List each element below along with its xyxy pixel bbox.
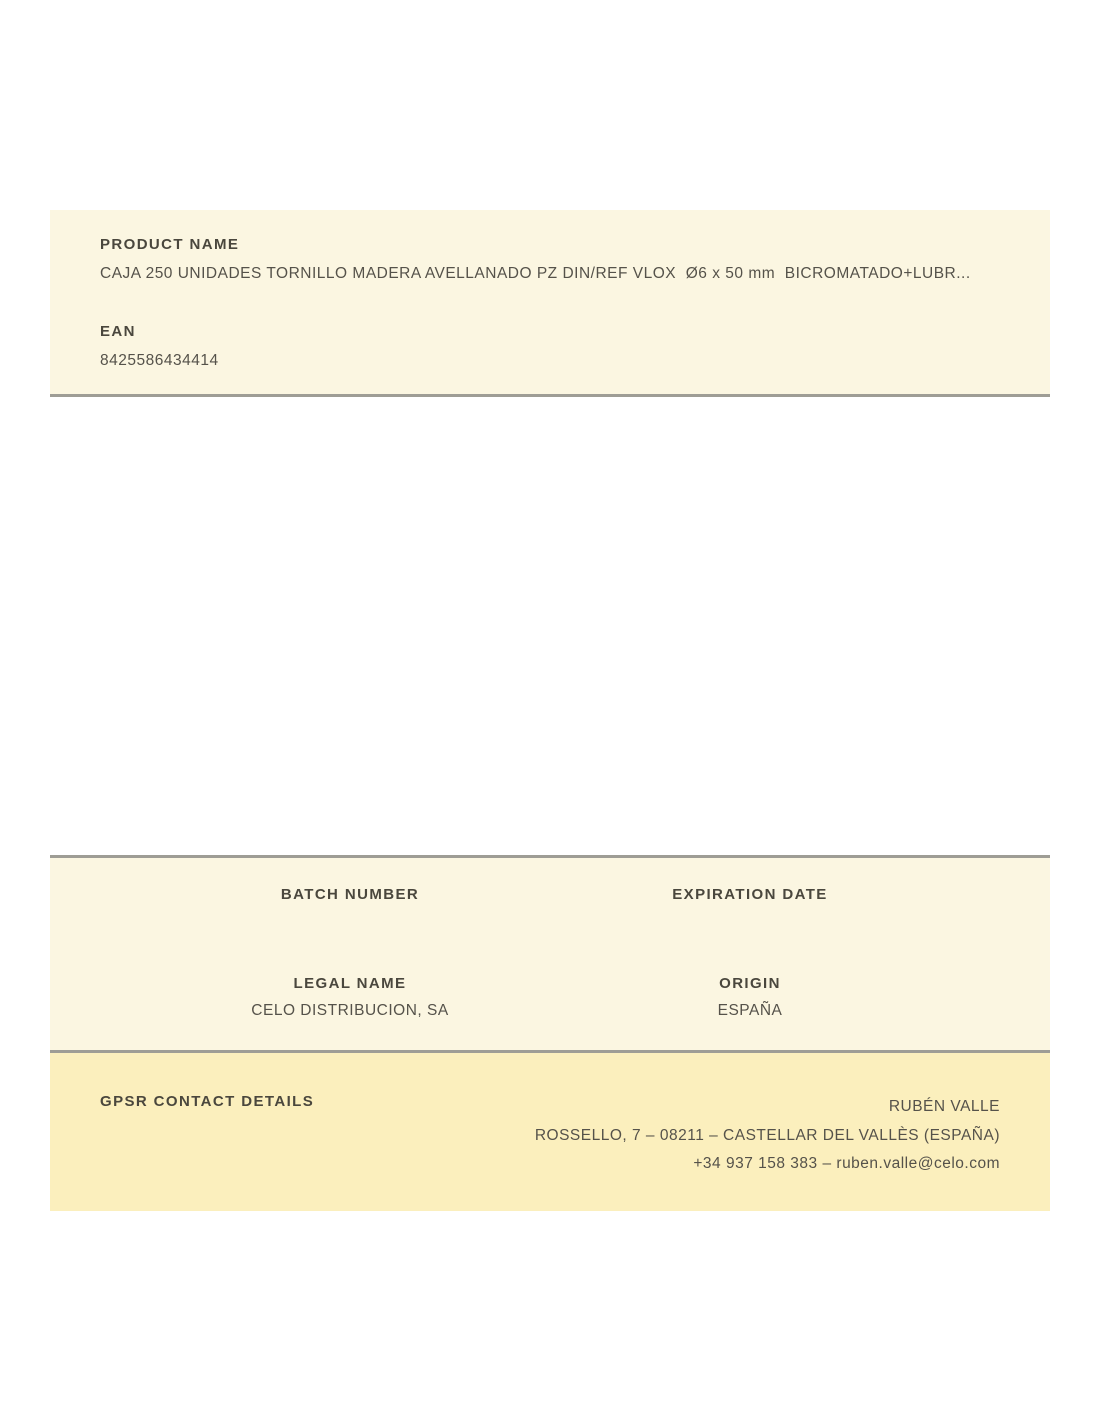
gpsr-contact-block [535,1093,1000,1179]
contact-phone-email: +34 937 158 383 – ruben.valle@celo.com [693,1155,1000,1172]
gpsr-details-label: GPSR CONTACT DETAILS [100,1093,315,1110]
legal-name-value: CELO DISTRIBUCION, SA [251,1002,449,1019]
batch-number-label: BATCH NUMBER [280,886,420,903]
product-name-value: CAJA 250 UNIDADES TORNILLO MADERA AVELLANADO PZ DIN/REF VLOX Ø6 x 50 mm BICROMATADO+LUBR... [100,265,971,282]
contact-name: RUBÉN VALLE [888,1098,1000,1115]
legal-name-label: LEGAL NAME [293,975,407,992]
product-card [50,210,1050,397]
ean-value: 8425586434414 [100,352,219,369]
batch-card [50,855,1050,1053]
expiration-date-label: EXPIRATION DATE [672,886,828,903]
origin-value: ESPAÑA [717,1002,783,1019]
ean-label: EAN [100,323,136,340]
product-name-label: PRODUCT NAME [100,236,240,253]
contact-address: ROSSELLO, 7 – 08211 – CASTELLAR DEL VALLÈS (ESPAÑA) [534,1126,1000,1144]
gpsr-card [50,1053,1050,1211]
origin-label: ORIGIN [719,975,781,992]
